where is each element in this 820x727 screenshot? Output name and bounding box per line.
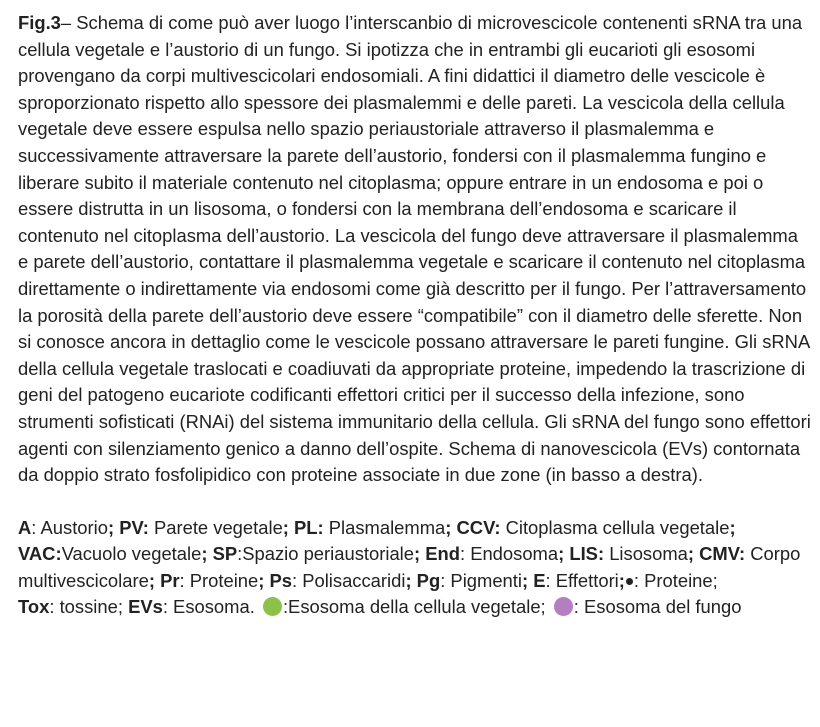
legend-desc-fungus-exosome: : Esosoma del fungo [573, 596, 742, 618]
legend-abbr: VAC: [18, 543, 62, 565]
protein-marker-sep: : [633, 569, 640, 591]
legend-desc: Proteine [184, 569, 259, 591]
figure-caption [18, 10, 812, 489]
legend-end: ; [258, 569, 270, 591]
legend-abbr: Ps [269, 569, 292, 591]
legend-end: ; [618, 569, 625, 591]
legend-abbr: E [533, 569, 546, 591]
legend-abbr-evs: EVs [128, 596, 163, 618]
legend-desc: Citoplasma cellula vegetale [500, 516, 730, 538]
legend-sep: : [237, 543, 243, 565]
figure-label: Fig.3 [18, 12, 61, 33]
protein-dot-icon [626, 578, 633, 585]
protein-marker-desc: Proteine [639, 569, 713, 591]
legend-sep: : [459, 543, 466, 565]
legend-desc: Endosoma [465, 543, 559, 565]
legend-end: ; [405, 569, 417, 591]
legend-end: ; [521, 569, 534, 591]
legend-desc: Lisosoma [604, 543, 688, 565]
legend-abbr: CMV: [699, 543, 746, 565]
legend-sep: : [179, 569, 185, 591]
legend-end: ; [201, 543, 213, 565]
legend-desc: Plasmalemma [323, 516, 446, 538]
legend-end: ; [558, 543, 570, 565]
legend-end: ; [729, 516, 736, 538]
legend-abbr: End [425, 543, 460, 565]
legend-abbr: CCV: [456, 516, 501, 538]
legend-desc: Polisaccaridi [297, 569, 406, 591]
legend-abbr: LIS: [569, 543, 605, 565]
legend-sep: : [291, 569, 298, 591]
legend-desc: Vacuolo vegetale [61, 543, 202, 565]
legend-sep: : [31, 516, 37, 538]
legend-abbr: PL: [294, 516, 324, 538]
legend-desc-evs: : Esosoma. [162, 596, 260, 618]
legend-end: ; [413, 543, 426, 565]
plant-exosome-dot-icon [263, 597, 282, 616]
legend-end: ; [687, 543, 700, 565]
legend-abbr: PV: [119, 516, 149, 538]
protein-marker-end: ; [712, 569, 718, 591]
legend-desc: Austorio [36, 516, 108, 538]
legend-desc-tox: : tossine; [49, 596, 129, 618]
legend-desc: Spazio periaustoriale [242, 543, 414, 565]
legend-desc: Parete vegetale [148, 516, 283, 538]
legend-sep: : [440, 569, 446, 591]
legend-abbr: Pg [416, 569, 441, 591]
fungus-exosome-dot-icon [554, 597, 573, 616]
legend-desc: Effettori [550, 569, 619, 591]
legend-end: ; [148, 569, 161, 591]
legend-abbr-tox: Tox [18, 596, 50, 618]
legend-end: ; [282, 516, 295, 538]
legend-end: ; [445, 516, 457, 538]
legend-end: ; [107, 516, 120, 538]
legend-sep: : [545, 569, 551, 591]
legend-abbr: Pr [160, 569, 180, 591]
legend-abbr: A [18, 516, 32, 538]
legend [18, 515, 812, 621]
legend-desc: Pigmenti [445, 569, 522, 591]
legend-abbr: SP [212, 543, 238, 565]
figure-caption-text: – Schema di come può aver luogo l’interscanbio di microvescicole contenenti sRNA tra una cellula vegetale e l’austorio di un fungo. Si ipotizza che in entrambi gli eucarioti gli esosomi provengano da corpi multivescicolari endosomiali. A fini didattici il diametro delle vescicole è sproporzionato rispetto allo spessore dei plasmalemmi e delle pareti. La vescicola della cellula vegetale deve essere espulsa nello spazio periaustoriale attraverso il plasmalemma e successivamente attraversare la parete dell’austorio, fondersi con il plasmalemma fungino e liberare subito il materiale contenuto nel citoplasma; oppure entrare in un endosoma e poi o essere distrutta in un lisosoma, o fondersi con la membrana dell’endosoma e scaricare il contenuto nel citoplasma dell’austorio. La vescicola del fungo deve attraversare il plasmalemma e parete dell’austorio, contattare il plasmalemma vegetale e scaricare il contenuto nel citoplasma direttamente o indirettamente via endosomi come già descritto per il fungo. Per l’attraversamento la porosità della parete dell’austorio deve essere “compatibile” con il diametro delle sferette. Non si conosce ancora in dettaglio come le vescicole possano attraversare le pareti fungine. Gli sRNA della cellula vegetale traslocati e coadiuvati da appropriate proteine, impedendo la trascrizione di geni del patogeno eucariote codificanti effettori critici per il successo della infezione, sono strumenti sofisticati (RNAi) del sistema immunitario della cellula. Gli sRNA del fungo sono effettori agenti con silenziamento genico a danno dell’ospite. Schema di nanovescicola (EVs) contornata da doppio strato fosfolipidico con proteine associate in due zone (in basso a destra). [18, 12, 811, 486]
legend-desc: Corpo multivescicolare [18, 543, 801, 591]
legend-desc-plant-exosome: :Esosoma della cellula vegetale; [282, 596, 551, 618]
